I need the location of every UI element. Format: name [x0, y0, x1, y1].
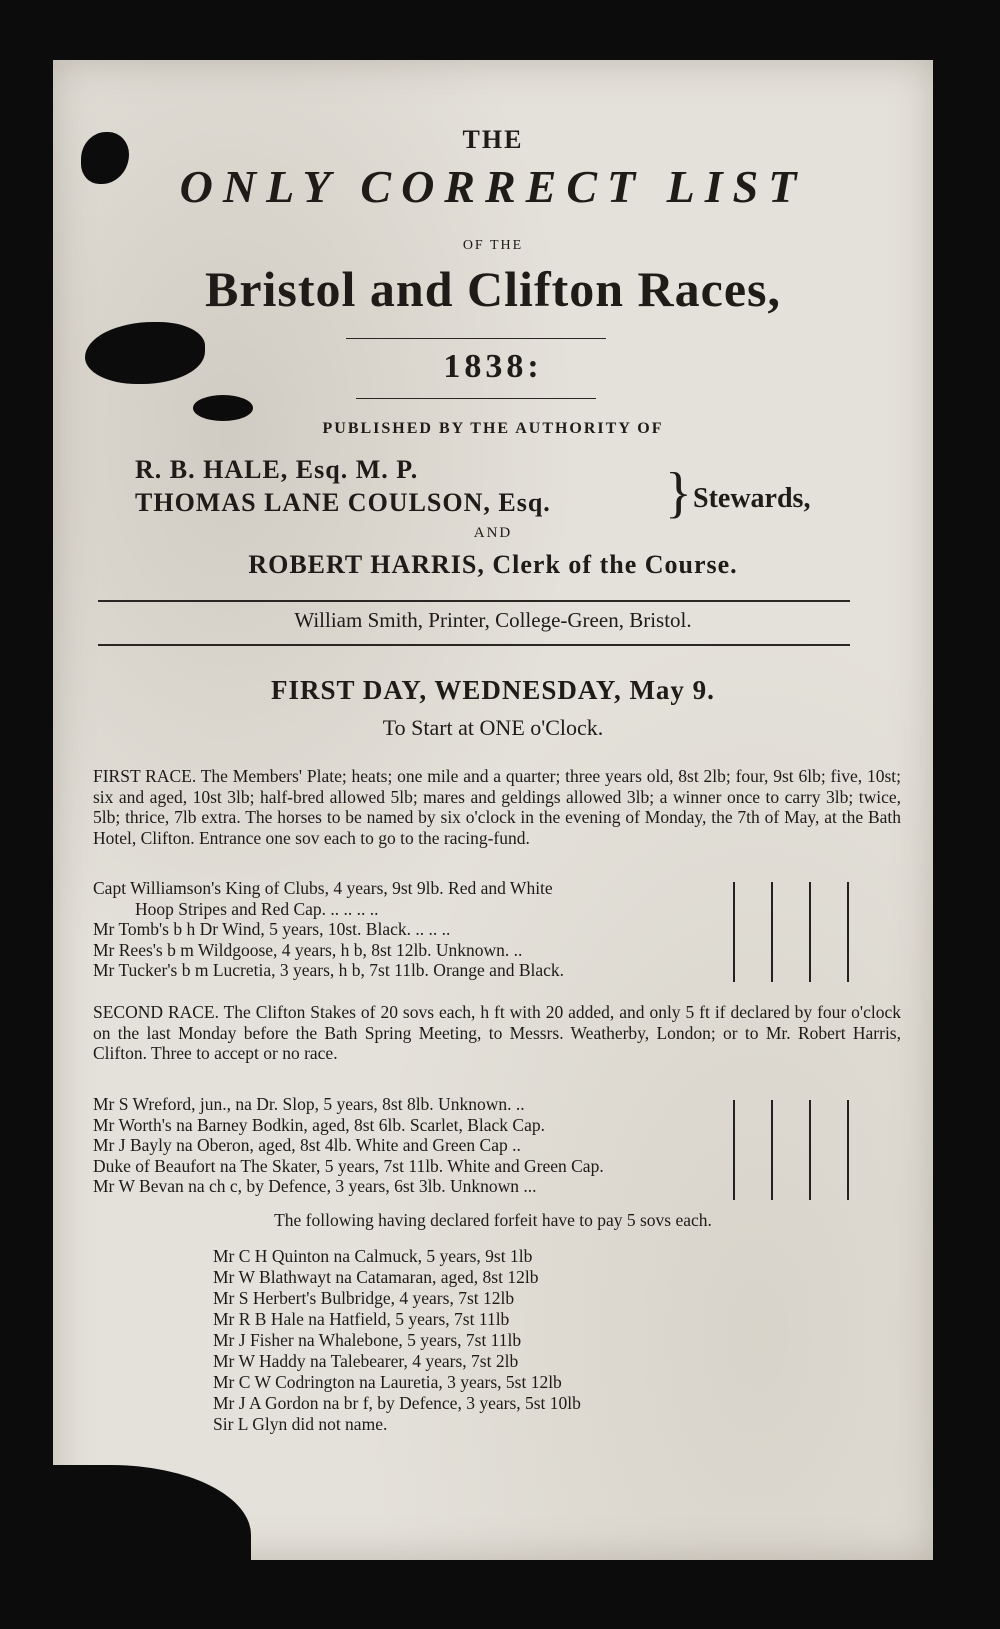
year-heading: 1838: — [443, 348, 543, 385]
column-rule — [809, 1100, 811, 1200]
list-item: Mr J Bayly na Oberon, aged, 8st 4lb. White and Green Cap .. — [93, 1135, 521, 1155]
list-item: Mr C H Quinton na Calmuck, 5 years, 9st 1lb — [213, 1246, 533, 1266]
heat-columns — [733, 882, 853, 982]
heat-columns — [733, 1100, 853, 1200]
list-item: Mr Worth's na Barney Bodkin, aged, 8st 6lb. Scarlet, Black Cap. — [93, 1114, 545, 1135]
page-title: Bristol and Clifton Races, — [205, 261, 781, 317]
list-item: Capt Williamson's King of Clubs, 4 years, 9st 9lb. Red and White — [93, 878, 553, 898]
header-only-correct-list: ONLY CORRECT LIST — [179, 161, 807, 212]
clerk-of-course: ROBERT HARRIS, Clerk of the Course. — [248, 550, 738, 579]
list-item: Mr S Wreford, jun., na Dr. Slop, 5 years, 8st 8lb. Unknown. .. — [93, 1094, 525, 1114]
list-item: Mr J Fisher na Whalebone, 5 years, 7st 11lb — [213, 1330, 522, 1350]
list-item: Hoop Stripes and Red Cap. .. .. .. .. — [135, 898, 379, 919]
list-item: Mr W Blathwayt na Catamaran, aged, 8st 12lb — [213, 1267, 539, 1287]
header-the: THE — [462, 125, 524, 154]
column-rule — [847, 1100, 849, 1200]
second-race-description: SECOND RACE. The Clifton Stakes of 20 sovs each, h ft with 20 added, and only 5 ft if declared by four o'clock on the last Monday before the Bath Spring Meeting, to Messrs. Weatherby, London; or to Mr. Robert Harris, Clifton. Three to accept or no race. — [93, 1002, 901, 1063]
column-rule — [733, 1100, 735, 1200]
second-race-entries — [93, 1094, 773, 1197]
published-by: PUBLISHED BY THE AUTHORITY OF — [322, 420, 664, 437]
header-of-the: OF THE — [462, 238, 524, 253]
list-item: Mr J A Gordon na br f, by Defence, 3 years, 5st 10lb — [213, 1393, 581, 1413]
divider — [98, 600, 850, 602]
brace-glyph: } — [665, 462, 692, 524]
column-rule — [771, 1100, 773, 1200]
list-item: Mr W Bevan na ch c, by Defence, 3 years, 6st 3lb. Unknown ... — [93, 1176, 537, 1196]
start-time: To Start at ONE o'Clock. — [382, 715, 604, 740]
list-item: Duke of Beaufort na The Skater, 5 years, 7st 11lb. White and Green Cap. — [93, 1155, 604, 1176]
printer-line: William Smith, Printer, College-Green, Bristol. — [294, 608, 692, 632]
forfeit-list — [213, 1246, 581, 1435]
stewards-label: Stewards, — [693, 483, 811, 514]
first-race-entries — [93, 878, 773, 981]
torn-corner — [51, 1465, 251, 1565]
column-rule — [733, 882, 735, 982]
burn-hole — [193, 395, 253, 421]
list-item: Mr Rees's b m Wildgoose, 4 years, h b, 8st 12lb. Unknown. .. — [93, 939, 523, 960]
list-item: Mr R B Hale na Hatfield, 5 years, 7st 11lb — [213, 1309, 510, 1329]
list-item: Sir L Glyn did not name. — [213, 1414, 388, 1434]
and-label: AND — [473, 525, 513, 541]
race-card-sheet — [53, 60, 933, 1560]
list-item: Mr S Herbert's Bulbridge, 4 years, 7st 12lb — [213, 1288, 515, 1308]
divider — [98, 644, 850, 646]
list-item: Mr W Haddy na Talebearer, 4 years, 7st 2lb — [213, 1351, 519, 1371]
list-item: Mr Tomb's b h Dr Wind, 5 years, 10st. Black. .. .. .. — [93, 919, 451, 939]
first-race-description: FIRST RACE. The Members' Plate; heats; one mile and a quarter; three years old, 8st 2lb; four, 9st 6lb; five, 10st; six and aged, 10st 3lb; half-bred allowed 5lb; mares and geldings allowed 3lb; a winner once to carry 3lb; twice, 5lb; thrice, 7lb extra. The horses to be named by six o'clock in the evening of Monday, the 7th of May, at the Bath Hotel, Clifton. Entrance one sov each to go to the racing-fund. — [93, 766, 901, 848]
column-rule — [847, 882, 849, 982]
column-rule — [809, 882, 811, 982]
day-heading: FIRST DAY, WEDNESDAY, May 9. — [271, 675, 715, 705]
list-item: Mr C W Codrington na Lauretia, 3 years, 5st 12lb — [213, 1372, 562, 1392]
steward-2: THOMAS LANE COULSON, Esq. — [135, 488, 551, 517]
divider — [346, 338, 606, 339]
forfeit-heading: The following having declared forfeit have to pay 5 sovs each. — [274, 1210, 712, 1230]
list-item: Mr Tucker's b m Lucretia, 3 years, h b, 7st 11lb. Orange and Black. — [93, 960, 565, 980]
column-rule — [771, 882, 773, 982]
steward-1: R. B. HALE, Esq. M. P. — [135, 455, 419, 484]
divider — [356, 398, 596, 399]
